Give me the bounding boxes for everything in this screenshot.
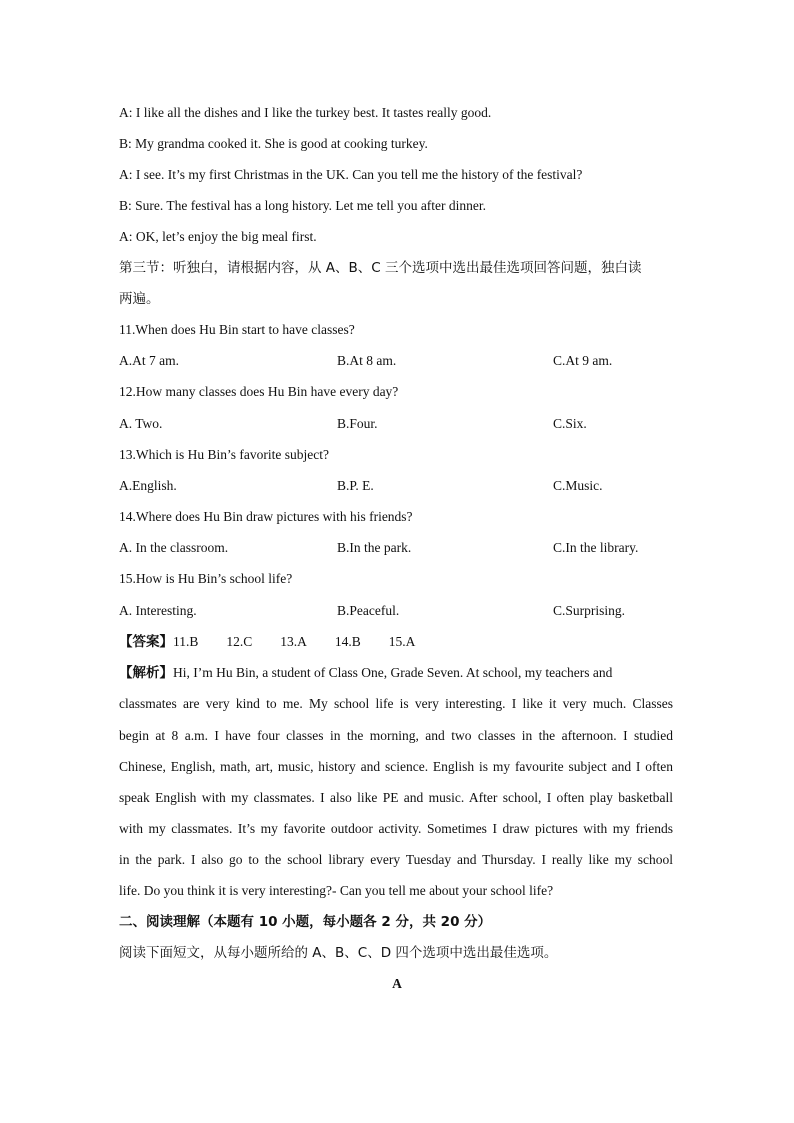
question-15-option-a: A. Interesting. bbox=[119, 603, 197, 618]
section3-header-line-1: 第三节：听独白，请根据内容，从 A、B、C 三个选项中选出最佳选项回答问题，独白读 bbox=[119, 260, 642, 276]
question-12-option-c: C.Six. bbox=[553, 416, 587, 431]
answer-12: 12.C bbox=[226, 634, 253, 649]
analysis-line-1: Hi, I’m Hu Bin, a student of Class One, Grade Seven. At school, my teachers and bbox=[173, 665, 613, 680]
dialogue-line-1: A: I like all the dishes and I like the turkey best. It tastes really good. bbox=[119, 105, 492, 120]
question-13-option-a: A.English. bbox=[119, 478, 177, 493]
answer-row bbox=[119, 633, 415, 651]
analysis-line-5: speak English with my classmates. I also like PE and music. After school, I often play basketball bbox=[119, 790, 673, 805]
dialogue-line-5: A: OK, let’s enjoy the big meal first. bbox=[119, 229, 317, 244]
question-13: 13.Which is Hu Bin’s favorite subject? bbox=[119, 447, 329, 462]
question-11-option-c: C.At 9 am. bbox=[553, 353, 613, 368]
question-14-option-a: A. In the classroom. bbox=[119, 540, 229, 555]
question-15-option-c: C.Surprising. bbox=[553, 603, 626, 618]
section3-header-line-2: 两遍。 bbox=[119, 291, 160, 307]
part2-header: 二、阅读理解（本题有 10 小题，每小题各 2 分，共 20 分） bbox=[119, 914, 492, 930]
question-12: 12.How many classes does Hu Bin have every day? bbox=[119, 384, 399, 399]
question-14-option-b: B.In the park. bbox=[337, 540, 412, 555]
question-14: 14.Where does Hu Bin draw pictures with his friends? bbox=[119, 509, 413, 524]
answer-15: 15.A bbox=[388, 634, 416, 649]
question-12-option-a: A. Two. bbox=[119, 416, 163, 431]
analysis-label: 【解析】 bbox=[119, 665, 173, 681]
question-14-option-c: C.In the library. bbox=[553, 540, 639, 555]
analysis-line-6: with my classmates. It’s my favorite outdoor activity. Sometimes I draw pictures with my friends bbox=[119, 821, 673, 836]
analysis-first-line bbox=[119, 664, 612, 682]
question-13-option-c: C.Music. bbox=[553, 478, 603, 493]
question-12-option-b: B.Four. bbox=[337, 416, 378, 431]
question-11-option-a: A.At 7 am. bbox=[119, 353, 179, 368]
analysis-line-2: classmates are very kind to me. My school life is very interesting. I like it very much. Classes bbox=[119, 696, 673, 711]
analysis-line-3: begin at 8 a.m. I have four classes in the morning, and two classes in the afternoon. I studied bbox=[119, 728, 673, 743]
analysis-line-8: life. Do you think it is very interesting?- Can you tell me about your school life? bbox=[119, 883, 554, 898]
passage-label: A bbox=[392, 976, 402, 991]
dialogue-line-3: A: I see. It’s my first Christmas in the UK. Can you tell me the history of the festival? bbox=[119, 167, 583, 182]
question-11-option-b: B.At 8 am. bbox=[337, 353, 397, 368]
question-15-option-b: B.Peaceful. bbox=[337, 603, 400, 618]
analysis-line-7: in the park. I also go to the school library every Tuesday and Thursday. I really like my school bbox=[119, 852, 673, 867]
question-15: 15.How is Hu Bin’s school life? bbox=[119, 571, 293, 586]
analysis-line-4: Chinese, English, math, art, music, history and science. English is my favourite subject and I often bbox=[119, 759, 673, 774]
answer-label: 【答案】 bbox=[119, 634, 173, 650]
answer-13: 13.A bbox=[280, 634, 307, 649]
answer-11: 11.B bbox=[173, 634, 199, 649]
question-11: 11.When does Hu Bin start to have classes? bbox=[119, 322, 355, 337]
dialogue-line-4: B: Sure. The festival has a long history. Let me tell you after dinner. bbox=[119, 198, 487, 213]
part2-instruction: 阅读下面短文，从每小题所给的 A、B、C、D 四个选项中选出最佳选项。 bbox=[119, 945, 558, 961]
dialogue-line-2: B: My grandma cooked it. She is good at cooking turkey. bbox=[119, 136, 428, 151]
answer-14: 14.B bbox=[334, 634, 361, 649]
question-13-option-b: B.P. E. bbox=[337, 478, 374, 493]
